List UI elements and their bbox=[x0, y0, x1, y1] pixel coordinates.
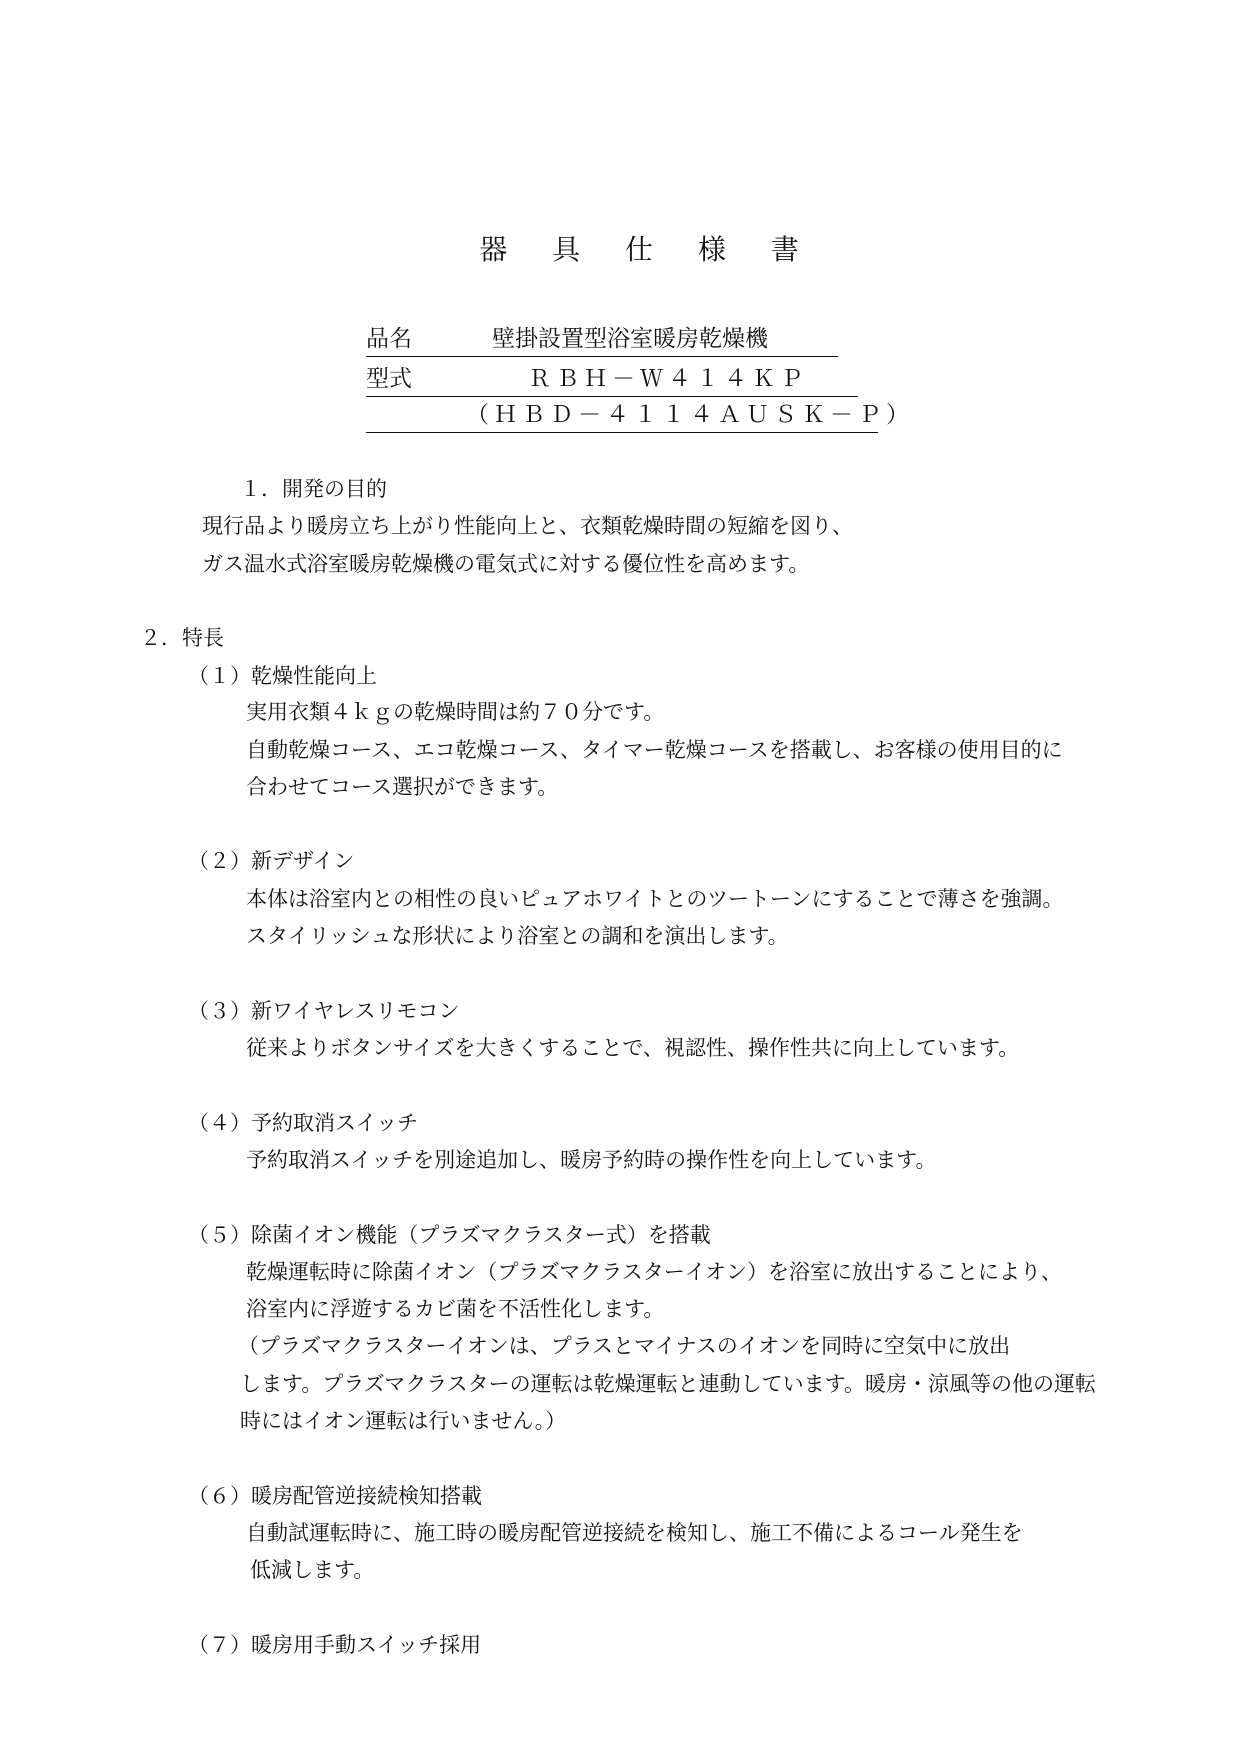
feature-title: （７）暖房用手動スイッチ採用 bbox=[188, 1633, 482, 1657]
feature-title: （２）新デザイン bbox=[188, 849, 355, 873]
section1-heading: １．開発の目的 bbox=[240, 477, 387, 501]
feature-line: 実用衣類４ｋｇの乾燥時間は約７０分です。 bbox=[246, 700, 665, 724]
feature-line: スタイリッシュな形状により浴室との調和を演出します。 bbox=[246, 924, 789, 948]
feature-title: （３）新ワイヤレスリモコン bbox=[188, 999, 460, 1023]
feature-line: （プラズマクラスターイオンは、プラスとマイナスのイオンを同時に空気中に放出 bbox=[238, 1334, 1011, 1358]
feature-title: （６）暖房配管逆接続検知搭載 bbox=[188, 1484, 482, 1508]
product-name-value: 壁掛設置型浴室暖房乾燥機 bbox=[492, 326, 768, 352]
feature-line: 時にはイオン運転は行いません。） bbox=[240, 1409, 567, 1433]
model-alt-value: （ＨＢＤ－４１１４ＡＵＳＫ－Ｐ） bbox=[466, 402, 914, 428]
feature-line: 予約取消スイッチを別途追加し、暖房予約時の操作性を向上しています。 bbox=[246, 1148, 937, 1172]
model-alt-row bbox=[366, 398, 914, 433]
product-name-label: 品名 bbox=[366, 326, 412, 352]
feature-title: （４）予約取消スイッチ bbox=[188, 1111, 419, 1135]
section2-heading: ２．特長 bbox=[140, 626, 224, 650]
feature-line: します。プラズマクラスターの運転は乾燥運転と連動しています。暖房・涼風等の他の運転 bbox=[240, 1372, 1096, 1396]
feature-line: 本体は浴室内との相性の良いピュアホワイトとのツートーンにすることで薄さを強調。 bbox=[246, 887, 1064, 911]
feature-line: 合わせてコース選択ができます。 bbox=[246, 775, 559, 799]
feature-line: 浴室内に浮遊するカビ菌を不活性化します。 bbox=[246, 1297, 665, 1321]
model-row bbox=[366, 362, 858, 397]
product-name-row bbox=[366, 322, 838, 357]
section1-line: ガス温水式浴室暖房乾燥機の電気式に対する優位性を高めます。 bbox=[202, 552, 810, 576]
model-value: ＲＢＨ－Ｗ４１４ＫＰ bbox=[528, 366, 808, 392]
section1-line: 現行品より暖房立ち上がり性能向上と、衣類乾燥時間の短縮を図り、 bbox=[202, 514, 853, 538]
feature-line: 低減します。 bbox=[250, 1558, 375, 1582]
feature-line: 自動乾燥コース、エコ乾燥コース、タイマー乾燥コースを搭載し、お客様の使用目的に bbox=[246, 738, 1063, 762]
model-label: 型式 bbox=[366, 366, 412, 392]
feature-line: 乾燥運転時に除菌イオン（プラズマクラスターイオン）を浴室に放出することにより、 bbox=[246, 1260, 1063, 1284]
feature-line: 従来よりボタンサイズを大きくすることで、視認性、操作性共に向上しています。 bbox=[246, 1036, 1020, 1060]
feature-title: （５）除菌イオン機能（プラズマクラスター式）を搭載 bbox=[188, 1223, 711, 1247]
document-title: 器 具 仕 様 書 bbox=[479, 233, 817, 266]
feature-line: 自動試運転時に、施工時の暖房配管逆接続を検知し、施工不備によるコール発生を bbox=[246, 1521, 1023, 1545]
feature-title: （１）乾燥性能向上 bbox=[188, 664, 377, 688]
